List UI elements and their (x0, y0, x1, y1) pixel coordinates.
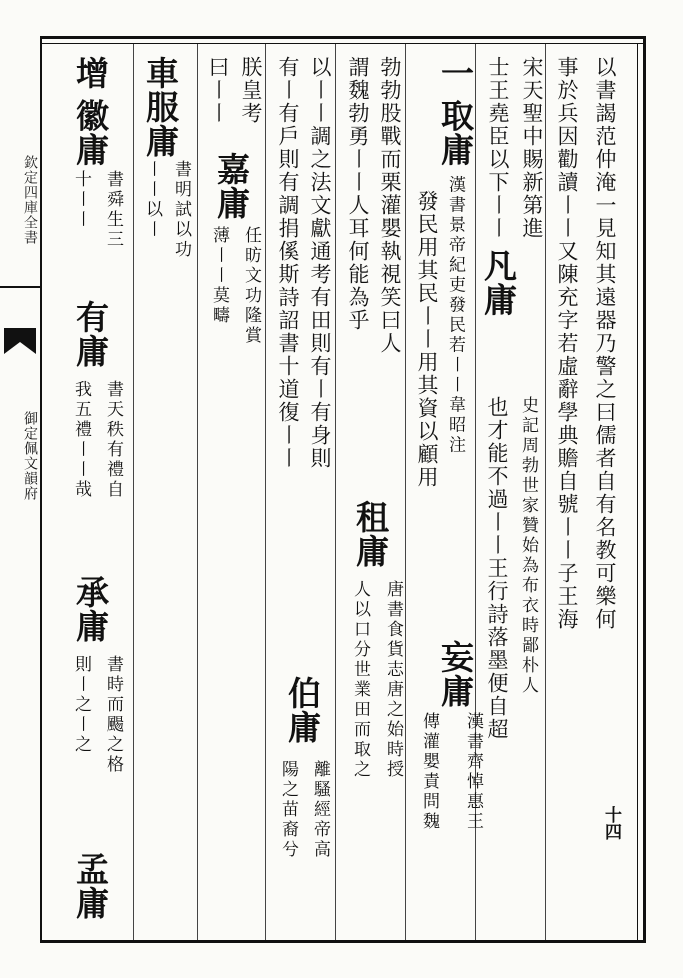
entry-note-you-a: 書天秩有禮自 (103, 380, 123, 500)
column-text: 朕皇考 (239, 56, 263, 125)
column-text: 勃勃股戰而栗灌嬰執視笑曰人 (378, 56, 402, 355)
entry-note-zu-b: 人以口分世業田而取之 (350, 580, 370, 780)
text-column (203, 56, 233, 166)
text-column (71, 852, 110, 936)
column-text: 發民用其民〡〡用其資以顧用 (415, 190, 439, 489)
entry-head-you: 有庸 (71, 300, 110, 368)
column-text: 宋天聖中賜新第進 (520, 56, 544, 240)
gutter-book-title: 欽定四庫全書 (22, 155, 38, 245)
column-divider (133, 44, 134, 940)
text-column (66, 380, 96, 580)
entry-note-bo-a: 離騷經帝高 (310, 760, 330, 860)
column-text: 士王堯臣以下〡〡 (486, 56, 510, 240)
text-column (71, 575, 110, 665)
entry-note-bo-b: 陽之苗裔兮 (278, 760, 298, 860)
entry-head-hui: 徽庸 (71, 98, 110, 167)
text-column (98, 655, 128, 855)
column-text: 曰〡〡 (206, 56, 230, 125)
column-divider (265, 44, 266, 940)
frame-right-inner-rule (637, 43, 638, 940)
text-column (166, 160, 196, 360)
column-text: 謂魏勃勇〡〡人耳何能為乎 (346, 56, 370, 332)
fishtail-mark-icon (2, 326, 38, 362)
text-column (204, 226, 234, 486)
entry-note-jia-b: 薄〡〡莫疇 (209, 226, 229, 326)
entry-note-wang-b: 傳灌嬰責問魏 (419, 712, 439, 832)
entry-note-che-b: 〡〡以〡 (142, 160, 162, 240)
page-gutter (0, 36, 40, 943)
entry-note-cheng-b: 則〡之〡之 (71, 655, 91, 755)
text-column (375, 56, 405, 496)
entry-head-fan: 凡庸 (479, 248, 518, 317)
gutter-work-title: 御定佩文韻府 (22, 411, 38, 501)
text-column (212, 152, 251, 232)
entry-note-che-a: 書明試以功 (171, 160, 191, 260)
text-column (236, 56, 266, 166)
column-text: 以〡〡調之法文獻通考有田則有〡有身則 (308, 56, 332, 470)
entry-note-hui-a: 書舜生三 (103, 170, 123, 250)
gutter-rule-upper (0, 286, 40, 288)
column-divider (197, 44, 198, 940)
frame-top-rule (40, 36, 645, 39)
column-text: 事於兵因勸讀〡〡又陳充字若虛辭學典贍自號〡〡子王海 (555, 56, 579, 631)
entry-head-che: 車服庸 (141, 56, 180, 158)
text-column (273, 56, 303, 676)
text-column (71, 300, 110, 390)
entry-head-yi: 一 (436, 56, 475, 90)
text-column (66, 170, 96, 320)
entry-head-zeng: 增 (71, 56, 110, 90)
entry-head-zu: 租庸 (351, 500, 390, 568)
column-text: 以書謁范仲淹一見知其遠器乃警之曰儒者自有名教可樂何 (593, 56, 617, 631)
text-column (98, 170, 128, 320)
frame-top-inner-rule (40, 43, 645, 44)
entry-head-meng: 孟庸 (71, 852, 110, 920)
text-column (414, 712, 444, 932)
entry-note-you-b: 我五禮〡〡哉 (71, 380, 91, 500)
frame-bottom-rule (40, 940, 645, 943)
text-column (343, 56, 373, 476)
frame-left-rule (40, 36, 42, 943)
entry-head-bo: 伯庸 (283, 676, 322, 744)
text-column (351, 500, 390, 590)
text-column (378, 580, 408, 930)
text-column (98, 380, 128, 580)
text-column (66, 655, 96, 855)
text-column (305, 760, 335, 930)
entry-note-hui-b: 十〡〡 (71, 170, 91, 230)
column-text: 也才能不過〡〡王行詩落墨便自超 (485, 396, 509, 741)
entry-head-cheng: 承庸 (71, 575, 110, 643)
text-column (590, 56, 620, 932)
entry-note-fan: 史記周勃世家贊始為布衣時鄙朴人 (518, 396, 538, 696)
text-column (305, 56, 335, 676)
entry-note-wang-a: 漢書齊悼惠王 (463, 712, 483, 832)
text-column (236, 226, 266, 486)
entry-note-cheng-a: 書時而颺之格 (103, 655, 123, 775)
text-column (513, 396, 543, 928)
text-column (137, 160, 167, 360)
column-text: 有〡有戶則有調捐傒斯詩詔書十道復〡〡 (276, 56, 300, 470)
entry-note-qu: 漢書景帝紀吏發民若〡〡韋昭注 (445, 175, 465, 456)
frame-right-rule (643, 36, 646, 943)
text-column (552, 56, 582, 932)
folio-number: 十四 (601, 806, 621, 840)
text-column (273, 760, 303, 930)
entry-head-qu: 取庸 (436, 98, 475, 167)
text-column (458, 712, 488, 932)
column-divider (335, 44, 336, 940)
entry-note-zu-a: 唐書食貨志唐之始時授 (383, 580, 403, 780)
text-column (345, 580, 375, 930)
entry-head-jia: 嘉庸 (212, 152, 251, 220)
entry-note-jia-a: 任昉文功隆賞 (241, 226, 261, 346)
entry-head-wang: 妄庸 (436, 640, 475, 708)
